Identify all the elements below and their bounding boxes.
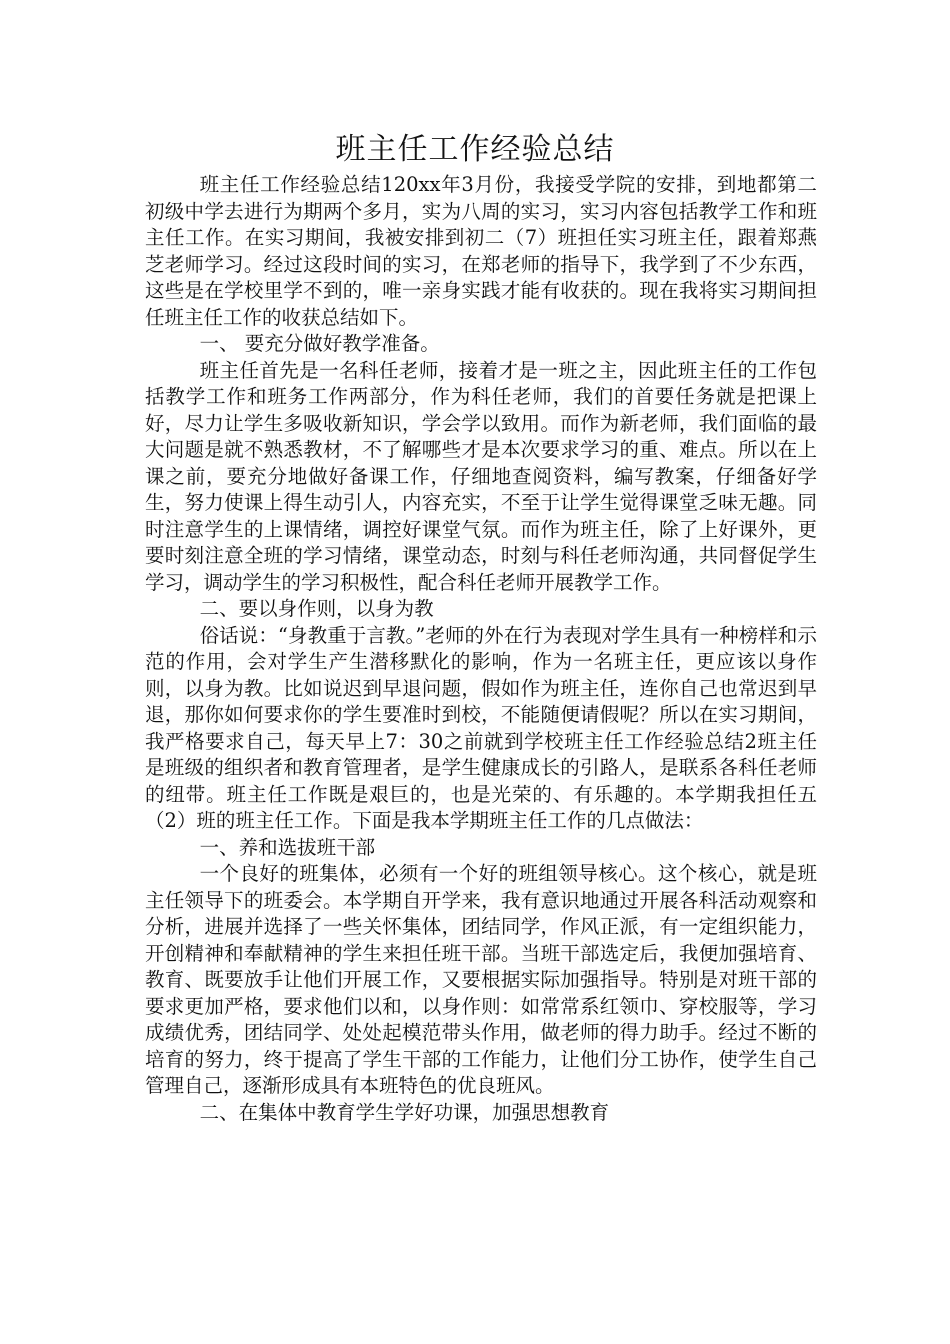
body-paragraph: 俗话说：“身教重于言教。”老师的外在行为表现对学生具有一种榜样和示范的作用，会对学生产生潜移默化的影响，作为一名班主任，更应该以身作则，以身为教。比如说迟到早退问题，假如作为班主任，连你自己也常迟到早退，那你如何要求你的学生要准时到校，不能随便请假呢？所以在实习期间，我严格要求自己，每天早上7：30之前就到学校班主任工作经验总结2班主任是班级的组织者和教育管理者，是学生健康成长的引路人，是联系各科任老师的纽带。班主任工作既是艰巨的，也是光荣的、有乐趣的。本学期我担任五（2）班的班主任工作。下面是我本学期班主任工作的几点做法： (145, 623, 817, 832)
section-heading-1: 一、 要充分做好教学准备。 (199, 332, 440, 355)
document-body (145, 172, 817, 1126)
body-paragraph: 班主任首先是一名科任老师，接着才是一班之主，因此班主任的工作包括教学工作和班务工作两部分，作为科任老师，我们的首要任务就是把课上好，尽力让学生多吸收新知识，学会学以致用。而作为新老师，我们面临的最大问题是就不熟悉教材，不了解哪些才是本次要求学习的重、难点。所以在上课之前，要充分地做好备课工作，仔细地查阅资料，编写教案，仔细备好学生，努力使课上得生动引人，内容充实，不至于让学生觉得课堂乏味无趣。同时注意学生的上课情绪，调控好课堂气氛。而作为班主任，除了上好课外，更要时刻注意全班的学习情绪，课堂动态，时刻与科任老师沟通，共同督促学生学习，调动学生的学习积极性，配合科任老师开展教学工作。 (145, 358, 817, 594)
section-heading-2: 二、要以身作则，以身为教 (199, 597, 434, 620)
section-heading-3: 一、养和选拔班干部 (199, 835, 376, 859)
section-heading-4: 二、在集体中教育学生学好功课，加强思想教育 (199, 1100, 610, 1124)
document-title: 班主任工作经验总结 (335, 132, 615, 167)
body-paragraph: 一个良好的班集体，必须有一个好的班组领导核心。这个核心，就是班主任领导下的班委会。本学期自开学来，我有意识地通过开展各科活动观察和分析，进展并选择了一些关怀集体，团结同学，作风正派，有一定组织能力，开创精神和奉献精神的学生来担任班干部。当班干部选定后，我便加强培育、教育、既要放手让他们开展工作，又要根据实际加强指导。特别是对班干部的要求更加严格，要求他们以和，以身作则：如常常系红领巾、穿校服等，学习成绩优秀，团结同学、处处起模范带头作用，做老师的得力助手。经过不断的培育的努力，终于提高了学生干部的工作能力，让他们分工协作，使学生自己管理自己，逐渐形成具有本班特色的优良班风。 (145, 862, 817, 1097)
intro-paragraph: 班主任工作经验总结120xx年3月份，我接受学院的安排，到地都第二初级中学去进行为期两个多月，实为八周的实习，实习内容包括教学工作和班主任工作。在实习期间，我被安排到初二（7）班担任实习班主任，跟着郑燕芝老师学习。经过这段时间的实习，在郑老师的指导下，我学到了不少东西，这些是在学校里学不到的，唯一亲身实践才能有收获的。现在我将实习期间担任班主任工作的收获总结如下。 (145, 173, 817, 329)
